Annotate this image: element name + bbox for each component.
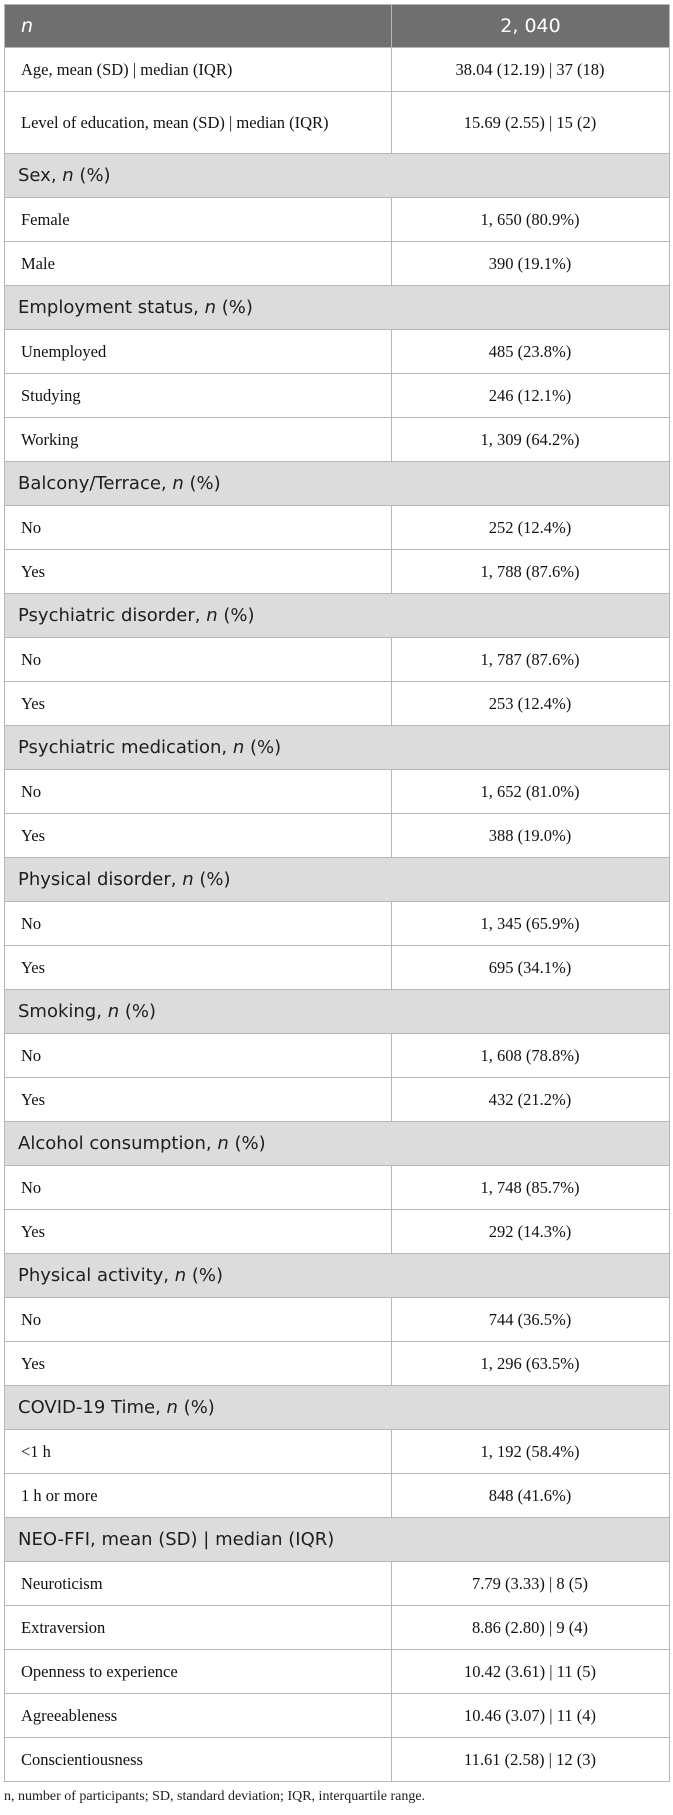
row-label: Extraversion <box>5 1606 392 1650</box>
table-row <box>5 1738 670 1782</box>
table-header-row <box>5 5 670 48</box>
row-value: 15.69 (2.55) | 15 (2) <box>392 92 670 154</box>
table-row <box>5 770 670 814</box>
row-label: Yes <box>5 682 392 726</box>
row-label: Level of education, mean (SD) | median (IQR) <box>5 92 392 154</box>
row-value: 252 (12.4%) <box>392 506 670 550</box>
table-row <box>5 1298 670 1342</box>
row-value: 1, 652 (81.0%) <box>392 770 670 814</box>
section-title-text: Psychiatric medication, <box>18 737 233 758</box>
table-row <box>5 1034 670 1078</box>
section-header-row <box>5 858 670 902</box>
section-title-text: Psychiatric disorder, <box>18 605 207 626</box>
section-n-symbol: n <box>206 605 218 626</box>
row-label: Yes <box>5 1078 392 1122</box>
section-title <box>5 462 670 506</box>
row-label: No <box>5 1166 392 1210</box>
section-n-symbol: n <box>62 165 74 186</box>
row-value: 1, 296 (63.5%) <box>392 1342 670 1386</box>
row-value: 1, 650 (80.9%) <box>392 198 670 242</box>
row-label: Agreeableness <box>5 1694 392 1738</box>
table-row <box>5 198 670 242</box>
section-title-suffix: (%) <box>228 1133 266 1154</box>
section-title-suffix: (%) <box>217 605 255 626</box>
section-title <box>5 594 670 638</box>
section-title <box>5 154 670 198</box>
section-title-suffix: (%) <box>183 473 221 494</box>
section-n-symbol: n <box>172 473 184 494</box>
table-row <box>5 1474 670 1518</box>
row-value: 848 (41.6%) <box>392 1474 670 1518</box>
section-title-text: Smoking, <box>18 1001 108 1022</box>
table-row <box>5 814 670 858</box>
table-row <box>5 682 670 726</box>
row-label: No <box>5 1034 392 1078</box>
table-row <box>5 1342 670 1386</box>
row-label: No <box>5 1298 392 1342</box>
section-header-row <box>5 286 670 330</box>
section-title-text: NEO-FFI, mean (SD) | median (IQR) <box>18 1529 335 1550</box>
section-title <box>5 1254 670 1298</box>
table-row <box>5 902 670 946</box>
row-value: 1, 192 (58.4%) <box>392 1430 670 1474</box>
demographics-table-container <box>4 4 669 1782</box>
row-label: Yes <box>5 814 392 858</box>
section-title-suffix: (%) <box>177 1397 215 1418</box>
row-value: 1, 309 (64.2%) <box>392 418 670 462</box>
row-label: Working <box>5 418 392 462</box>
section-header-row <box>5 1254 670 1298</box>
demographics-table <box>4 4 670 1782</box>
row-value: 1, 345 (65.9%) <box>392 902 670 946</box>
row-value: 38.04 (12.19) | 37 (18) <box>392 48 670 92</box>
table-row <box>5 1650 670 1694</box>
section-n-symbol: n <box>174 1265 187 1286</box>
section-title-suffix: (%) <box>73 165 111 186</box>
table-row <box>5 946 670 990</box>
table-row <box>5 1210 670 1254</box>
section-n-symbol: n <box>204 297 216 318</box>
row-value: 1, 608 (78.8%) <box>392 1034 670 1078</box>
section-title-text: Balcony/Terrace, <box>18 473 173 494</box>
row-label: 1 h or more <box>5 1474 392 1518</box>
section-title-text: COVID-19 Time, <box>18 1397 167 1418</box>
table-row-education <box>5 92 670 154</box>
table-row <box>5 550 670 594</box>
row-label: No <box>5 770 392 814</box>
section-header-row <box>5 462 670 506</box>
section-title-text: Alcohol consumption, <box>18 1133 218 1154</box>
section-n-symbol: n <box>166 1397 178 1418</box>
section-title-suffix: (%) <box>186 1265 224 1286</box>
section-n-symbol: n <box>232 737 245 758</box>
row-label: Male <box>5 242 392 286</box>
row-value: 432 (21.2%) <box>392 1078 670 1122</box>
row-value: 485 (23.8%) <box>392 330 670 374</box>
row-value: 388 (19.0%) <box>392 814 670 858</box>
row-value: 744 (36.5%) <box>392 1298 670 1342</box>
section-title <box>5 1518 670 1562</box>
section-n-symbol: n <box>182 869 194 890</box>
table-row <box>5 418 670 462</box>
row-value: 10.42 (3.61) | 11 (5) <box>392 1650 670 1694</box>
table-row <box>5 506 670 550</box>
row-value: 11.61 (2.58) | 12 (3) <box>392 1738 670 1782</box>
section-header-row <box>5 1386 670 1430</box>
row-label: Yes <box>5 1210 392 1254</box>
row-value: 253 (12.4%) <box>392 682 670 726</box>
row-value: 10.46 (3.07) | 11 (4) <box>392 1694 670 1738</box>
table-row-age <box>5 48 670 92</box>
table-row <box>5 1606 670 1650</box>
section-title-suffix: (%) <box>119 1001 156 1022</box>
table-body <box>5 48 670 1782</box>
table-row <box>5 1562 670 1606</box>
row-value: 1, 748 (85.7%) <box>392 1166 670 1210</box>
table-row <box>5 242 670 286</box>
table-row <box>5 1078 670 1122</box>
table-row <box>5 1430 670 1474</box>
row-value: 390 (19.1%) <box>392 242 670 286</box>
table-footnote: n, number of participants; SD, standard deviation; IQR, interquartile range. <box>4 1789 426 1804</box>
section-title-suffix: (%) <box>215 297 253 318</box>
row-value: 8.86 (2.80) | 9 (4) <box>392 1606 670 1650</box>
section-title-suffix: (%) <box>193 869 231 890</box>
table-row <box>5 1166 670 1210</box>
row-label: <1 h <box>5 1430 392 1474</box>
row-value: 1, 787 (87.6%) <box>392 638 670 682</box>
section-header-row <box>5 1122 670 1166</box>
section-n-symbol: n <box>107 1001 120 1022</box>
table-row <box>5 638 670 682</box>
section-title <box>5 858 670 902</box>
row-label: Age, mean (SD) | median (IQR) <box>5 48 392 92</box>
table-row <box>5 330 670 374</box>
section-title-text: Physical activity, <box>18 1265 175 1286</box>
section-header-row <box>5 154 670 198</box>
header-n-value: 2, 040 <box>392 5 670 48</box>
section-title-text: Sex, <box>18 165 63 186</box>
row-label: Conscientiousness <box>5 1738 392 1782</box>
row-value: 695 (34.1%) <box>392 946 670 990</box>
row-label: Female <box>5 198 392 242</box>
row-label: Yes <box>5 946 392 990</box>
row-label: Openness to experience <box>5 1650 392 1694</box>
section-title <box>5 1122 670 1166</box>
section-header-row <box>5 1518 670 1562</box>
table-row <box>5 1694 670 1738</box>
row-value: 292 (14.3%) <box>392 1210 670 1254</box>
section-header-row <box>5 990 670 1034</box>
section-title <box>5 990 670 1034</box>
row-label: Neuroticism <box>5 1562 392 1606</box>
row-label: Studying <box>5 374 392 418</box>
row-label: No <box>5 902 392 946</box>
row-value: 246 (12.1%) <box>392 374 670 418</box>
row-label: Yes <box>5 1342 392 1386</box>
table-row <box>5 374 670 418</box>
row-label: No <box>5 638 392 682</box>
row-value: 7.79 (3.33) | 8 (5) <box>392 1562 670 1606</box>
section-title <box>5 726 670 770</box>
section-title <box>5 1386 670 1430</box>
section-n-symbol: n <box>217 1133 229 1154</box>
section-title-suffix: (%) <box>244 737 282 758</box>
row-value: 1, 788 (87.6%) <box>392 550 670 594</box>
row-label: Yes <box>5 550 392 594</box>
section-header-row <box>5 726 670 770</box>
row-label: No <box>5 506 392 550</box>
section-title-text: Physical disorder, <box>18 869 183 890</box>
row-label: Unemployed <box>5 330 392 374</box>
section-title-text: Employment status, <box>18 297 205 318</box>
section-header-row <box>5 594 670 638</box>
section-title <box>5 286 670 330</box>
header-n-label: n <box>5 5 392 48</box>
